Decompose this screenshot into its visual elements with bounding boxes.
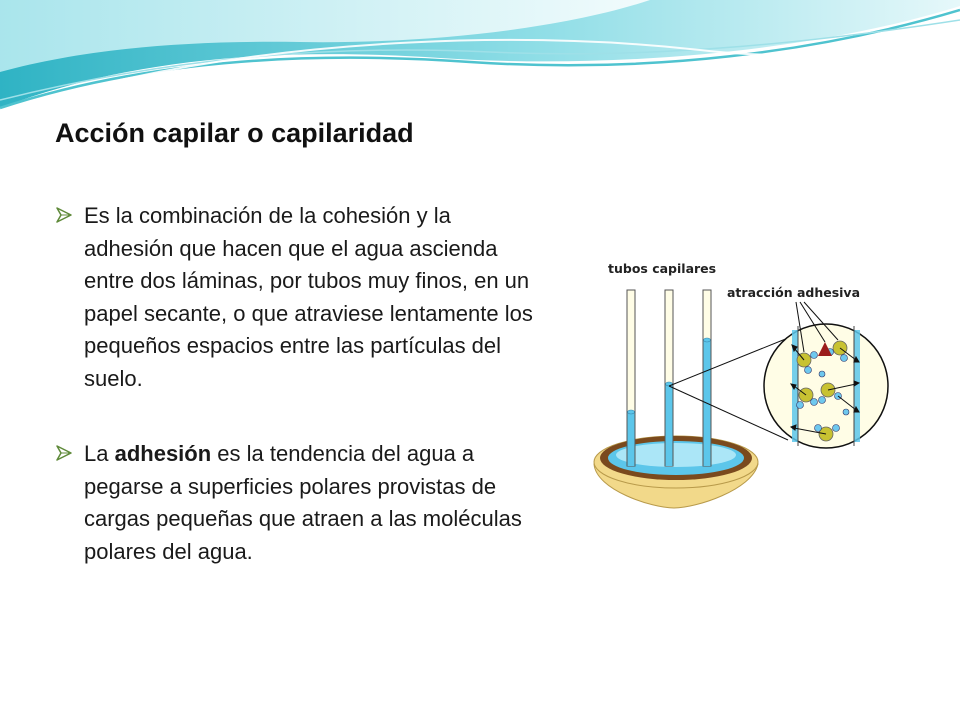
bullet-emphasis: adhesión [114, 441, 212, 466]
bullet-text-lead: La [84, 441, 115, 466]
label-tubos-capilares: tubos capilares [608, 261, 717, 276]
label-atraccion-adhesiva: atracción adhesiva [727, 285, 861, 300]
bullet-item [55, 200, 545, 395]
header-wave-decoration [0, 0, 960, 120]
arrow-bullet-icon [55, 444, 73, 462]
bullet-list [55, 200, 545, 611]
bullet-text [84, 438, 545, 568]
capillary-diagram [582, 252, 892, 514]
bullet-item [55, 438, 545, 568]
water-dish [594, 436, 758, 508]
bullet-text: Es la combinación de la cohesión y la adhesión que hacen que el agua ascienda entre dos láminas, por tubos muy finos, en un papel secante, o que atraviese lentamente los pequeños espacios entre las partículas del suelo. [84, 203, 533, 391]
arrow-bullet-icon [55, 206, 73, 224]
magnified-view [764, 302, 888, 448]
bullet-text-rest: es la tendencia del agua a pegarse a superficies polares provistas de cargas pequeñas que atraen a las moléculas polares del agua. [84, 441, 522, 564]
slide-title: Acción capilar o capilaridad [55, 118, 414, 148]
